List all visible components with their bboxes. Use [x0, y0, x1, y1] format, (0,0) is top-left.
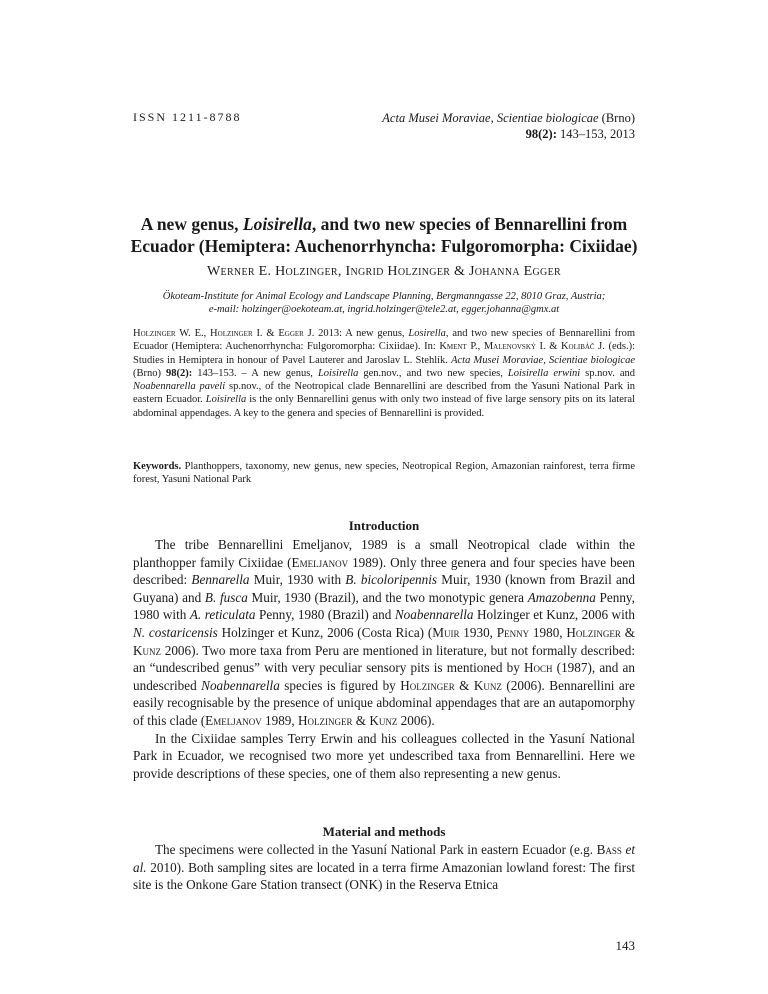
- introduction-paragraph-1: The tribe Bennarellini Emeljanov, 1989 is a small Neotropical clade within the planthopper family Cixiidae (Emeljanov 1989). Only three genera and four species have been described: Bennarella Muir, 1930 with B. bicoloripennis Muir, 1930 (known from Brazil and Guyana) and B. fusca Muir, 1930 (Brazil), and the two monotypic genera Amazobenna Penny, 1980 with A. reticulata Penny, 1980 (Brazil) and Noabennarella Holzinger et Kunz, 2006 with N. costaricensis Holzinger et Kunz, 2006 (Costa Rica) (Muir 1930, Penny 1980, Holzinger & Kunz 2006). Two more taxa from Peru are mentioned in literature, but not formally described: an “undescribed genus” with very peculiar sensory pits is mentioned by Hoch (1987), and an undescribed Noabennarella species is figured by Holzinger & Kunz (2006). Bennarellini are easily recognisable by the presence of unique abdominal appendages that are an autapomorphy of this clade (Emeljanov 1989, Holzinger & Kunz 2006).: [133, 537, 636, 728]
- paper-title: A new genus, Loisirella, and two new species of Bennarellini from Ecuador (Hemiptera: Auchenorrhyncha: Fulgoromorpha: Cixiidae): [130, 214, 638, 256]
- methods-paragraph-1: The specimens were collected in the Yasuní National Park in eastern Ecuador (e.g. Bass et al. 2010). Both sampling sites are located in a terra firme Amazonian lowland forest: The first site is the Onkone Gare Station transect (ONK) in the Reserva Etnica: [133, 842, 635, 893]
- email-addresses: e-mail: holzinger@oekoteam.at, ingrid.holzinger@tele2.at, egger.johanna@gmx.at: [208, 304, 560, 315]
- issn: ISSN 1211-8788: [133, 110, 242, 124]
- methods-text: [133, 841, 635, 894]
- journal-citation: [382, 110, 635, 142]
- keywords: Keywords. Planthoppers, taxonomy, new genus, new species, Neotropical Region, Amazonian rainforest, terra firme forest, Yasuni National Park: [133, 461, 635, 486]
- methods-heading: Material and methods: [322, 824, 446, 839]
- abstract: Holzinger W. E., Holzinger I. & Egger J. 2013: A new genus, Losirella, and two new species of Bennarellini from Ecuador (Hemiptera: Auchenorrhyncha: Fulgoromorpha: Cixiidae). In: Kment P., Malenovský I. & Kolibáč J. (eds.): Studies in Hemiptera in honour of Pavel Lauterer and Jaroslav L. Stehlík. Acta Musei Moraviae, Scientiae biologicae (Brno) 98(2): 143–153. – A new genus, Loisirella gen.nov., and two new species, Loisirella erwini sp.nov. and Noabennarella paveli sp.nov., of the Neotropical clade Bennarellini are described from the Yasuni National Park in eastern Ecuador. Loisirella is the only Bennarellini genus with only two instead of five large sensory pits on its lateral abdominal appendages. A key to the genera and species of Bennarellini is provided.: [133, 328, 635, 419]
- introduction-heading: Introduction: [348, 518, 420, 533]
- page-number: 143: [615, 938, 635, 953]
- pages-year: 143–153, 2013: [560, 127, 635, 141]
- keywords-label: Keywords.: [133, 461, 182, 472]
- journal-name: Acta Musei Moraviae, Scientiae biologicae: [382, 111, 599, 125]
- introduction-paragraph-2: In the Cixiidae samples Terry Erwin and his colleagues collected in the Yasuní National Park in Ecuador, we recognised two more yet undescribed taxa from Bennarellini. Here we provide descriptions of these species, one of them also representing a new genus.: [133, 730, 635, 781]
- affiliation: Ökoteam-Institute for Animal Ecology and Landscape Planning, Bergmanngasse 22, 8010 Graz, Austria; e-mail: holzinger@oekoteam.at, ingrid.holzinger@tele2.at, egger.johanna@gmx.at: [120, 290, 648, 316]
- volume: 98(2):: [525, 127, 557, 141]
- introduction-text: [133, 536, 635, 782]
- journal-city: (Brno): [601, 111, 635, 125]
- authors: Werner E. Holzinger, Ingrid Holzinger & Johanna Egger: [207, 264, 561, 279]
- title-genus: Loisirella: [242, 214, 312, 234]
